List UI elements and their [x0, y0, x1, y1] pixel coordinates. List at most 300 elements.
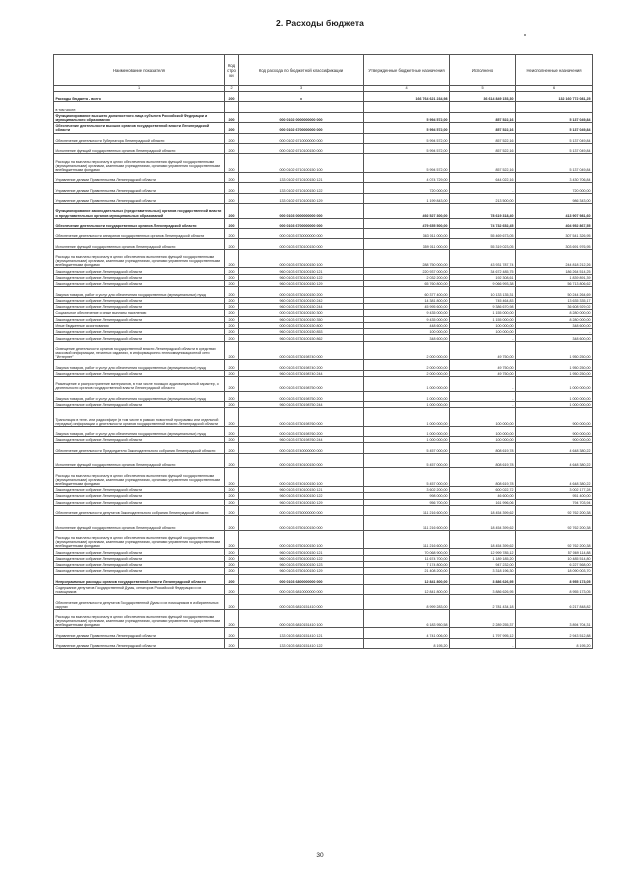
- row-approved-cell: 448 600,00: [364, 322, 450, 328]
- row-executed-cell: 192 308,61: [450, 274, 516, 280]
- row-line-code-cell: 200: [225, 218, 239, 228]
- row-name-cell: Содержание депутатов Государственной Думы, сенаторов Российской Федерации и их помощников: [54, 584, 225, 594]
- row-classification-code-cell: 133 0102 6710100150 121: [239, 172, 364, 182]
- row-line-code-cell: 200: [225, 133, 239, 143]
- table-row: [54, 341, 593, 360]
- row-approved-cell: 9 435 000,00: [364, 316, 450, 322]
- row-line-code-cell: 200: [225, 297, 239, 303]
- row-executed-cell: 49 750,00: [450, 341, 516, 360]
- row-unexecuted-cell: 8 280 000,00: [516, 310, 593, 316]
- row-unexecuted-cell: 1 950 250,00: [516, 341, 593, 360]
- expenses-table: [53, 54, 593, 649]
- row-classification-code-cell: 000 0103 6810000000 000: [239, 584, 364, 594]
- row-approved-cell: 100 000,00: [364, 329, 450, 335]
- row-executed-cell: 34 672 485,75: [450, 268, 516, 274]
- row-unexecuted-cell: 4 648 380,22: [516, 443, 593, 453]
- expenses-table-container: [53, 54, 592, 649]
- row-name-cell: Социальное обеспечение и иные выплаты населению: [54, 310, 225, 316]
- row-name-cell: Законодательное собрание Ленинградской области: [54, 280, 225, 286]
- row-classification-code-cell: 960 0103 6730198740 244: [239, 370, 364, 376]
- row-line-code-cell: 200: [225, 468, 239, 487]
- row-line-code-cell: 200: [225, 426, 239, 436]
- row-executed-cell: 3 318 196,30: [450, 568, 516, 574]
- row-executed-cell: 161 996,06: [450, 499, 516, 505]
- row-classification-code-cell: 000 0103 6810151410 100: [239, 609, 364, 628]
- row-executed-cell: 46 600,00: [450, 493, 516, 499]
- row-executed-cell: 78 619 318,40: [450, 204, 516, 219]
- row-line-code-cell: 200: [225, 574, 239, 584]
- row-approved-cell: 5 457 000,00: [364, 453, 450, 468]
- row-unexecuted-cell: 951 400,00: [516, 493, 593, 499]
- row-executed-cell: 745 464,83: [450, 297, 516, 303]
- row-approved-cell: 8 999 283,00: [364, 595, 450, 610]
- row-unexecuted-cell: 10 485 514,80: [516, 555, 593, 561]
- row-classification-code-cell: 000 0103 0000000000 000: [239, 204, 364, 219]
- row-executed-cell: 213 500,00: [450, 193, 516, 203]
- row-approved-cell: 2 000 000,00: [364, 341, 450, 360]
- row-unexecuted-cell: 186 264 514,25: [516, 268, 593, 274]
- row-approved-cell: 6 183 950,58: [364, 609, 450, 628]
- row-classification-code-cell: 000 0103 6730198750 000: [239, 377, 364, 392]
- row-line-code-cell: 200: [225, 493, 239, 499]
- row-executed-cell: 49 750,00: [450, 370, 516, 376]
- row-approved-cell: 7 174 800,00: [364, 561, 450, 567]
- row-approved-cell: 2 000 000,00: [364, 370, 450, 376]
- row-name-cell: Обеспечение деятельности депутатов Законодательного собрания Ленинградской области: [54, 505, 225, 515]
- row-name-cell: Исполнение функций государственных органов Ленинградской области: [54, 143, 225, 153]
- row-unexecuted-cell: 348 600,00: [516, 335, 593, 341]
- row-approved-cell: 12 841 800,00: [364, 584, 450, 594]
- row-line-code-cell: 200: [225, 193, 239, 203]
- header-approved: Утвержденные бюджетные назначения: [364, 55, 450, 86]
- table-row: [54, 229, 593, 239]
- row-name-cell: Управление делами Правительства Ленинградской области: [54, 183, 225, 193]
- row-unexecuted-cell: 900 000,00: [516, 426, 593, 436]
- row-name-cell: Расходы на выплаты персоналу в целях обеспечения выполнения функций государственными (муниципальными) органами, казенными учреждениями, органами управления государственными внебюджетными фондами: [54, 468, 225, 487]
- row-name-cell: Законодательное собрание Ленинградской области: [54, 274, 225, 280]
- row-line-code-cell: 200: [225, 568, 239, 574]
- row-approved-cell: 1 000 000,00: [364, 408, 450, 427]
- row-approved-cell: 288 750 000,00: [364, 249, 450, 268]
- row-name-cell: Законодательное собрание Ленинградской области: [54, 335, 225, 341]
- row-line-code-cell: 200: [225, 486, 239, 492]
- row-name-cell: Управление делами Правительства Ленинградской области: [54, 628, 225, 638]
- row-executed-cell: 3 886 626,95: [450, 574, 516, 584]
- row-approved-cell: 111 216 600,00: [364, 516, 450, 531]
- page-title: 2. Расходы бюджета: [276, 18, 364, 28]
- table-row: [54, 574, 593, 584]
- row-name-cell: Закупка товаров, работ и услуг для обеспечения государственных (муниципальных) нужд: [54, 391, 225, 401]
- row-approved-cell: 4 741 006,00: [364, 628, 450, 638]
- row-line-code-cell: 200: [225, 530, 239, 549]
- row-classification-code-cell: 000 0102 6710000000 000: [239, 133, 364, 143]
- table-body: [54, 92, 593, 649]
- row-unexecuted-cell: 3 894 704,31: [516, 609, 593, 628]
- row-approved-cell: 220 937 000,00: [364, 268, 450, 274]
- row-classification-code-cell: x: [239, 92, 364, 102]
- row-unexecuted-cell: 1 950 250,00: [516, 370, 593, 376]
- row-executed-cell: 18 454 399,62: [450, 516, 516, 531]
- row-unexecuted-cell: 6 217 848,82: [516, 595, 593, 610]
- row-unexecuted-cell: 8 955 173,05: [516, 584, 593, 594]
- row-line-code-cell: 200: [225, 555, 239, 561]
- column-number: 4: [364, 86, 450, 92]
- row-name-cell: Управление делами Правительства Ленинградской области: [54, 193, 225, 203]
- header-indicator-name: Наименование показателя: [54, 55, 225, 86]
- row-line-code-cell: 200: [225, 154, 239, 173]
- row-line-code-cell: 200: [225, 204, 239, 219]
- row-name-cell: Иные бюджетные ассигнования: [54, 322, 225, 328]
- row-name-cell: Законодательное собрание Ленинградской области: [54, 437, 225, 443]
- row-name-cell: Обеспечение деятельности Губернатора Ленинградской области: [54, 133, 225, 143]
- row-executed-cell: 808 619,78: [450, 443, 516, 453]
- row-name-cell: в том числе:: [54, 102, 225, 112]
- row-classification-code-cell: 000 0103 6800000000 000: [239, 574, 364, 584]
- table-row: [54, 133, 593, 143]
- row-line-code-cell: 200: [225, 408, 239, 427]
- row-classification-code-cell: 960 0103 6740100150 122: [239, 493, 364, 499]
- row-executed-cell: 857 522,16: [450, 143, 516, 153]
- row-unexecuted-cell: 92 762 200,38: [516, 505, 593, 515]
- row-line-code-cell: 200: [225, 310, 239, 316]
- row-approved-cell: 5 994 572,00: [364, 143, 450, 153]
- row-approved-cell: 479 655 500,00: [364, 218, 450, 228]
- row-line-code-cell: 200: [225, 239, 239, 249]
- row-executed-cell: 10 133 135,31: [450, 287, 516, 297]
- table-row: [54, 530, 593, 549]
- row-name-cell: Функционирование законодательных (представительных) органов государственной власти и представительных органов муниципальных образований: [54, 204, 225, 219]
- row-executed-cell: 1 189 185,20: [450, 555, 516, 561]
- row-unexecuted-cell: 404 952 867,55: [516, 218, 593, 228]
- row-line-code-cell: 200: [225, 322, 239, 328]
- row-name-cell: Исполнение функций государственных органов Ленинградской области: [54, 453, 225, 468]
- row-classification-code-cell: 960 0103 6750100150 121: [239, 549, 364, 555]
- row-unexecuted-cell: 5 137 049,84: [516, 154, 593, 173]
- row-approved-cell: 45 995 600,00: [364, 303, 450, 309]
- table-header-row: [54, 55, 593, 86]
- row-executed-cell: 857 522,16: [450, 112, 516, 122]
- header-unexecuted: Неисполненные назначения: [516, 55, 593, 86]
- row-unexecuted-cell: 1 000 000,00: [516, 401, 593, 407]
- row-line-code-cell: 200: [225, 303, 239, 309]
- row-classification-code-cell: 000 0103 6740100150 100: [239, 468, 364, 487]
- row-executed-cell: 100 000,00: [450, 437, 516, 443]
- table-row: [54, 584, 593, 594]
- row-approved-cell: 348 600,00: [364, 335, 450, 341]
- row-approved-cell: 111 216 600,00: [364, 530, 450, 549]
- row-approved-cell: 14 381 800,00: [364, 297, 450, 303]
- row-approved-cell: 998 000,00: [364, 493, 450, 499]
- row-executed-cell: 100 000,00: [450, 426, 516, 436]
- row-name-cell: Расходы бюджета - всего: [54, 92, 225, 102]
- row-classification-code-cell: [239, 102, 364, 112]
- row-unexecuted-cell: 307 541 326,95: [516, 229, 593, 239]
- row-executed-cell: -: [450, 377, 516, 392]
- column-number: 6: [516, 86, 593, 92]
- row-approved-cell: 5 994 572,00: [364, 133, 450, 143]
- row-classification-code-cell: 960 0103 6730100150 853: [239, 329, 364, 335]
- row-executed-cell: 947 232,00: [450, 561, 516, 567]
- row-name-cell: Обеспечение деятельности государственных органов Ленинградской области: [54, 218, 225, 228]
- row-name-cell: Законодательное собрание Ленинградской области: [54, 549, 225, 555]
- table-row: [54, 638, 593, 648]
- table-row: [54, 391, 593, 401]
- row-approved-cell: 1 000 000,00: [364, 391, 450, 401]
- table-row: [54, 154, 593, 173]
- row-name-cell: Закупка товаров, работ и услуг для обеспечения государственных (муниципальных) нужд: [54, 287, 225, 297]
- row-name-cell: Законодательное собрание Ленинградской области: [54, 401, 225, 407]
- row-approved-cell: 21 408 200,00: [364, 568, 450, 574]
- row-executed-cell: 55 319 023,05: [450, 239, 516, 249]
- row-classification-code-cell: 960 0103 6730100150 122: [239, 274, 364, 280]
- row-approved-cell: 65 760 800,00: [364, 280, 450, 286]
- row-approved-cell: 359 011 000,00: [364, 239, 450, 249]
- row-approved-cell: 1 000 000,00: [364, 437, 450, 443]
- row-approved-cell: 956 700,00: [364, 499, 450, 505]
- row-classification-code-cell: 960 0103 6730100150 121: [239, 268, 364, 274]
- row-approved-cell: 11 674 700,00: [364, 555, 450, 561]
- row-line-code-cell: 200: [225, 584, 239, 594]
- row-name-cell: Законодательное собрание Ленинградской области: [54, 329, 225, 335]
- row-name-cell: Размещение и распространение материалов, в том числе носящих аудиовизуальный характер, о деятельности органов государственной власти Ленинградской области: [54, 377, 225, 392]
- row-classification-code-cell: 000 0103 6750100150 000: [239, 516, 364, 531]
- row-executed-cell: 2 289 255,37: [450, 609, 516, 628]
- row-approved-cell: [364, 102, 450, 112]
- row-unexecuted-cell: 794 703,94: [516, 499, 593, 505]
- row-approved-cell: 70 068 900,00: [364, 549, 450, 555]
- row-classification-code-cell: 960 0103 6740100150 121: [239, 486, 364, 492]
- table-row: [54, 426, 593, 436]
- column-number: 3: [239, 86, 364, 92]
- row-name-cell: Обеспечение деятельности аппаратов государственных органов Ленинградской области: [54, 229, 225, 239]
- row-line-code-cell: 200: [225, 561, 239, 567]
- row-unexecuted-cell: 1 950 250,00: [516, 360, 593, 370]
- row-name-cell: Закупка товаров, работ и услуг для обеспечения государственных (муниципальных) нужд: [54, 426, 225, 436]
- row-classification-code-cell: 000 0103 6740100150 000: [239, 453, 364, 468]
- row-name-cell: Расходы на выплаты персоналу в целях обеспечения выполнения функций государственными (муниципальными) органами, казенными учреждениями, органами управления государственными внебюджетными фондами: [54, 249, 225, 268]
- row-approved-cell: 1 000 000,00: [364, 377, 450, 392]
- row-name-cell: Законодательное собрание Ленинградской области: [54, 561, 225, 567]
- row-name-cell: Обеспечение деятельности высших органов государственной власти Ленинградской области: [54, 123, 225, 133]
- row-line-code-cell: 200: [225, 628, 239, 638]
- row-line-code-cell: 200: [225, 335, 239, 341]
- row-classification-code-cell: 000 0103 6730100150 200: [239, 287, 364, 297]
- row-line-code-cell: 200: [225, 268, 239, 274]
- row-unexecuted-cell: 4 648 380,22: [516, 453, 593, 468]
- row-unexecuted-cell: 3 430 706,84: [516, 172, 593, 182]
- row-executed-cell: 55 469 673,05: [450, 229, 516, 239]
- page-number: 30: [316, 852, 324, 859]
- row-executed-cell: 808 619,78: [450, 468, 516, 487]
- row-unexecuted-cell: 132 160 772 081,25: [516, 92, 593, 102]
- row-name-cell: Управление делами Правительства Ленинградской области: [54, 172, 225, 182]
- table-row: [54, 92, 593, 102]
- row-line-code-cell: 200: [225, 287, 239, 297]
- row-unexecuted-cell: 57 069 114,88: [516, 549, 593, 555]
- row-name-cell: Исполнение функций государственных органов Ленинградской области: [54, 516, 225, 531]
- table-row: [54, 287, 593, 297]
- row-approved-cell: 1 000 000,00: [364, 426, 450, 436]
- row-classification-code-cell: 000 0103 6730198740 200: [239, 360, 364, 370]
- row-name-cell: Непрограммные расходы органов государственной власти Ленинградской области: [54, 574, 225, 584]
- row-line-code-cell: 200: [225, 280, 239, 286]
- row-executed-cell: -: [450, 638, 516, 648]
- row-unexecuted-cell: 900 000,00: [516, 437, 593, 443]
- row-unexecuted-cell: 5 137 049,84: [516, 133, 593, 143]
- row-name-cell: Расходы на выплаты персоналу в целях обеспечения выполнения функций государственными (муниципальными) органами, казенными учреждениями, органами управления государственными внебюджетными фондами: [54, 609, 225, 628]
- table-row: [54, 183, 593, 193]
- row-approved-cell: 720 000,00: [364, 183, 450, 193]
- row-executed-cell: 18 454 399,62: [450, 530, 516, 549]
- row-executed-cell: 644 022,16: [450, 172, 516, 182]
- row-name-cell: Управление делами Правительства Ленинградской области: [54, 638, 225, 648]
- row-unexecuted-cell: 303 691 976,95: [516, 239, 593, 249]
- row-line-code-cell: 200: [225, 549, 239, 555]
- row-name-cell: Исполнение функций государственных органов Ленинградской области: [54, 239, 225, 249]
- row-executed-cell: 857 522,16: [450, 123, 516, 133]
- row-approved-cell: 1 199 843,00: [364, 193, 450, 203]
- row-unexecuted-cell: 5 137 049,84: [516, 143, 593, 153]
- row-approved-cell: 2 032 200,00: [364, 274, 450, 280]
- row-executed-cell: [450, 102, 516, 112]
- row-classification-code-cell: 133 0103 6810151410 122: [239, 638, 364, 648]
- row-executed-cell: 49 750,00: [450, 360, 516, 370]
- row-line-code-cell: 200: [225, 183, 239, 193]
- row-name-cell: Законодательное собрание Ленинградской области: [54, 499, 225, 505]
- row-approved-cell: 9 435 000,00: [364, 310, 450, 316]
- table-row: [54, 377, 593, 392]
- row-name-cell: Функционирование высшего должностного лица субъекта Российской Федерации и муниципального образования: [54, 112, 225, 122]
- row-classification-code-cell: 000 0103 6730000000 000: [239, 229, 364, 239]
- row-approved-cell: 363 011 000,00: [364, 229, 450, 239]
- row-unexecuted-cell: 6 227 568,00: [516, 561, 593, 567]
- row-executed-cell: 857 522,16: [450, 154, 516, 173]
- row-line-code-cell: [225, 102, 239, 112]
- row-classification-code-cell: 000 0103 6730100150 800: [239, 322, 364, 328]
- row-approved-cell: 5 994 572,00: [364, 123, 450, 133]
- table-row: [54, 143, 593, 153]
- row-line-code-cell: 200: [225, 437, 239, 443]
- row-name-cell: Законодательное собрание Ленинградской области: [54, 268, 225, 274]
- row-unexecuted-cell: 18 090 003,70: [516, 568, 593, 574]
- row-approved-cell: 492 527 300,00: [364, 204, 450, 219]
- row-classification-code-cell: 960 0103 6730198750 244: [239, 401, 364, 407]
- row-line-code-cell: 200: [225, 143, 239, 153]
- row-name-cell: Освещение деятельности органов государственной власти Ленинградской области в средствах массовой информации, печатных изданиях, в информационно-телекоммуникационной сети "Интернет": [54, 341, 225, 360]
- row-classification-code-cell: 000 0102 6710100150 100: [239, 154, 364, 173]
- row-unexecuted-cell: 2 943 512,88: [516, 628, 593, 638]
- row-line-code-cell: 200: [225, 453, 239, 468]
- row-line-code-cell: 200: [225, 360, 239, 370]
- row-executed-cell: 100 000,00: [450, 322, 516, 328]
- row-executed-cell: 808 619,78: [450, 453, 516, 468]
- table-row: [54, 172, 593, 182]
- row-unexecuted-cell: 8 955 173,05: [516, 574, 593, 584]
- row-classification-code-cell: 000 0103 6750100150 100: [239, 530, 364, 549]
- row-classification-code-cell: 960 0103 6730100150 129: [239, 280, 364, 286]
- row-line-code-cell: 200: [225, 370, 239, 376]
- row-unexecuted-cell: 986 343,00: [516, 193, 593, 203]
- row-classification-code-cell: 000 0103 6730198760 000: [239, 408, 364, 427]
- row-unexecuted-cell: 5 137 049,84: [516, 123, 593, 133]
- table-row: [54, 468, 593, 487]
- header-executed: Исполнено: [450, 55, 516, 86]
- table-row: [54, 408, 593, 427]
- row-line-code-cell: 200: [225, 249, 239, 268]
- column-number: 2: [225, 86, 239, 92]
- row-classification-code-cell: 000 0103 6730198760 200: [239, 426, 364, 436]
- row-executed-cell: 3 886 626,95: [450, 584, 516, 594]
- row-line-code-cell: 200: [225, 516, 239, 531]
- row-name-cell: Законодательное собрание Ленинградской области: [54, 303, 225, 309]
- row-unexecuted-cell: 413 907 981,60: [516, 204, 593, 219]
- table-row: [54, 239, 593, 249]
- row-name-cell: Расходы на выплаты персоналу в целях обеспечения выполнения функций государственными (муниципальными) органами, казенными учреждениями, органами управления государственными внебюджетными фондами: [54, 154, 225, 173]
- row-approved-cell: 4 074 729,00: [364, 172, 450, 182]
- row-classification-code-cell: 000 0103 6730100150 300: [239, 310, 364, 316]
- row-classification-code-cell: 960 0103 6750100150 122: [239, 555, 364, 561]
- row-name-cell: Расходы на выплаты персоналу в целях обеспечения выполнения функций государственными (муниципальными) органами, казенными учреждениями, органами управления государственными внебюджетными фондами: [54, 530, 225, 549]
- row-name-cell: Законодательное собрание Ленинградской области: [54, 486, 225, 492]
- header-classification-code: Код расхода по бюджетной классификации: [239, 55, 364, 86]
- row-executed-cell: 2 781 434,18: [450, 595, 516, 610]
- row-unexecuted-cell: 900 000,00: [516, 408, 593, 427]
- table-row: [54, 204, 593, 219]
- table-row: [54, 360, 593, 370]
- row-unexecuted-cell: [516, 102, 593, 112]
- row-classification-code-cell: 960 0103 6750100150 129: [239, 568, 364, 574]
- row-line-code-cell: 200: [225, 499, 239, 505]
- row-executed-cell: -: [450, 335, 516, 341]
- table-row: [54, 443, 593, 453]
- row-executed-cell: 100 000,00: [450, 329, 516, 335]
- row-unexecuted-cell: 8 195,20: [516, 638, 593, 648]
- row-classification-code-cell: 000 0103 6750000000 000: [239, 505, 364, 515]
- table-row: [54, 249, 593, 268]
- column-number: 5: [450, 86, 516, 92]
- row-classification-code-cell: 000 0102 6710100150 000: [239, 143, 364, 153]
- row-approved-cell: 5 994 572,00: [364, 112, 450, 122]
- row-executed-cell: 18 454 399,62: [450, 505, 516, 515]
- row-unexecuted-cell: 4 648 380,22: [516, 468, 593, 487]
- row-classification-code-cell: 000 0103 6740000000 000: [239, 443, 364, 453]
- row-classification-code-cell: 960 0103 6730100150 244: [239, 303, 364, 309]
- row-name-cell: Законодательное собрание Ленинградской области: [54, 370, 225, 376]
- row-unexecuted-cell: 56 713 806,62: [516, 280, 593, 286]
- row-name-cell: Законодательное собрание Ленинградской области: [54, 493, 225, 499]
- table-row: [54, 628, 593, 638]
- row-classification-code-cell: 133 0102 6710100150 122: [239, 183, 364, 193]
- row-executed-cell: 12 999 785,12: [450, 549, 516, 555]
- row-line-code-cell: 200: [225, 329, 239, 335]
- row-classification-code-cell: 000 0103 6730198740 000: [239, 341, 364, 360]
- table-row: [54, 123, 593, 133]
- row-line-code-cell: 200: [225, 401, 239, 407]
- row-classification-code-cell: 000 0102 0000000000 000: [239, 112, 364, 122]
- row-classification-code-cell: 133 0102 6710100150 129: [239, 193, 364, 203]
- row-name-cell: Законодательное собрание Ленинградской области: [54, 316, 225, 322]
- row-unexecuted-cell: 244 818 212,26: [516, 249, 593, 268]
- column-number: 1: [54, 86, 225, 92]
- row-unexecuted-cell: 1 839 891,39: [516, 274, 593, 280]
- row-executed-cell: 1 797 995,12: [450, 628, 516, 638]
- row-classification-code-cell: 960 0103 6730100150 350: [239, 316, 364, 322]
- row-approved-cell: 5 994 572,00: [364, 154, 450, 173]
- row-executed-cell: 9 386 670,98: [450, 303, 516, 309]
- table-row: [54, 505, 593, 515]
- row-name-cell: Законодательное собрание Ленинградской области: [54, 568, 225, 574]
- row-approved-cell: 5 457 000,00: [364, 443, 450, 453]
